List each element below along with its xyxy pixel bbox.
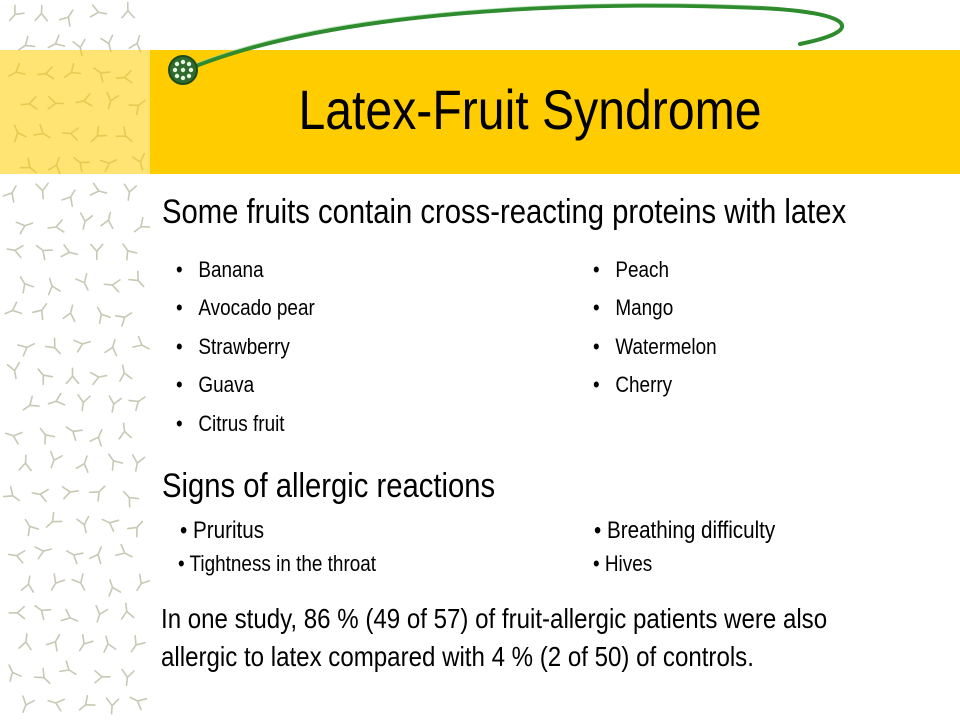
antibody-y-shape-icon [90,545,107,564]
antibody-y-shape-icon [106,698,119,714]
antibody-y-shape-icon [4,428,22,444]
section1-heading: Some fruits contain cross-reacting proteins with latex [162,193,847,231]
antibody-y-shape-icon [74,336,92,352]
antibody-y-shape-icon [128,517,147,536]
list-item-label: Cherry [615,372,673,397]
antibody-y-shape-icon [106,396,121,413]
antibody-y-shape-icon [104,451,122,470]
antibody-y-shape-icon [35,543,53,558]
antibody-y-shape-icon [20,516,38,535]
antibody-y-shape-icon [46,574,64,593]
antibody-y-shape-icon [3,183,21,202]
list-item-label: Strawberry [198,334,290,359]
antibody-y-shape-icon [19,455,32,471]
antibody-y-shape-icon [95,671,110,683]
antibody-y-shape-icon [129,392,148,410]
antibody-y-shape-icon [15,274,33,293]
antibody-y-shape-icon [46,452,63,470]
antibody-y-shape-icon [117,364,132,381]
antibody-y-shape-icon [36,425,55,444]
antibody-y-shape-icon [92,606,108,624]
antibody-y-shape-icon [119,488,138,507]
antibody-y-shape-icon [4,663,21,682]
list-item: • Guava [176,372,255,397]
antibody-y-shape-icon [47,393,65,409]
antibody-y-shape-icon [63,304,78,321]
antibody-y-shape-icon [32,601,51,620]
antibody-y-shape-icon [62,485,78,499]
antibody-y-shape-icon [43,513,62,532]
list-item-label: Mango [615,295,674,320]
list-item-label: Avocado pear [198,295,315,320]
antibody-y-shape-icon [128,692,147,710]
antibody-y-shape-icon [121,670,135,686]
antibody-y-shape-icon [67,368,79,383]
antibody-y-shape-icon [118,423,132,439]
antibody-y-shape-icon [46,695,64,711]
antibody-y-shape-icon [33,300,52,319]
list-item: • Citrus fruit [176,411,285,436]
section2-heading: Signs of allergic reactions [162,467,496,505]
sign-item: • Pruritus [180,517,265,544]
antibody-y-shape-icon [61,245,78,260]
antibody-y-shape-icon [72,574,90,593]
antibody-y-shape-icon [9,607,24,619]
slide-title: Latex-Fruit Syndrome [298,78,762,141]
antibody-y-shape-icon [126,636,144,655]
antibody-y-shape-icon [60,661,79,679]
list-item: • Avocado pear [176,295,315,320]
antibody-y-shape-icon [131,218,150,237]
antibody-y-shape-icon [100,514,119,531]
antibody-y-shape-icon [64,546,83,564]
list-item-label: Banana [198,257,264,282]
antibody-y-shape-icon [77,517,92,534]
list-item: • Cherry [593,372,673,397]
antibody-y-shape-icon [100,635,115,653]
antibody-y-shape-icon [104,278,120,292]
antibody-y-shape-icon [116,308,135,326]
antibody-y-shape-icon [76,395,90,411]
antibody-y-shape-icon [120,603,134,619]
antibody-y-shape-icon [3,302,21,319]
antibody-y-shape-icon [18,338,37,355]
antibody-y-shape-icon [122,184,136,201]
antibody-y-shape-icon [20,396,39,414]
antibody-y-shape-icon [92,304,110,323]
antibody-y-shape-icon [33,241,52,260]
list-item-label: Peach [615,257,670,282]
antibody-y-shape-icon [132,574,150,593]
antibody-y-shape-icon [91,370,108,385]
antibody-y-shape-icon [36,183,49,199]
antibody-y-shape-icon [21,575,35,592]
antibody-y-shape-icon [34,365,53,384]
list-item-label: Citrus fruit [198,411,285,436]
green-curve-line [186,6,842,70]
antibody-y-shape-icon [90,482,109,501]
antibody-y-shape-icon [63,422,82,440]
antibody-y-shape-icon [75,635,93,654]
antibody-y-shape-icon [133,337,150,355]
antibody-y-shape-icon [8,549,25,563]
antibody-y-shape-icon [105,338,121,356]
list-item: • Mango [593,295,674,320]
sign-item: • Tightness in the throat [178,551,377,576]
antibody-y-shape-icon [76,696,95,715]
list-item: • Watermelon [593,334,717,359]
antibody-y-shape-icon [47,220,64,234]
antibody-y-shape-icon [17,696,34,714]
antibody-y-shape-icon [76,274,93,293]
sign-item: • Breathing difficulty [594,517,776,544]
antibody-y-shape-icon [129,271,148,290]
antibody-y-shape-icon [46,338,65,357]
antibody-y-shape-icon [61,610,79,627]
antibody-y-shape-icon [4,487,23,506]
antibody-y-shape-icon [116,545,135,563]
list-item: • Peach [593,257,670,282]
antibody-y-shape-icon [7,363,21,380]
antibody-y-shape-icon [118,241,136,260]
list-item-label: Guava [198,372,255,397]
antibody-y-shape-icon [47,632,65,651]
antibody-y-shape-icon [90,183,108,198]
antibody-y-shape-icon [90,427,107,446]
antibody-y-shape-icon [19,633,33,649]
list-item: • Strawberry [176,334,290,359]
antibody-y-shape-icon [77,213,92,230]
study-paragraph-line: allergic to latex compared with 4 % (2 of 50) of controls. [161,641,754,672]
antibody-y-shape-icon [31,487,48,501]
study-paragraph-line: In one study, 86 % (49 of 57) of fruit-allergic patients were also [161,603,828,634]
sign-item: • Hives [593,551,653,576]
antibody-y-shape-icon [6,243,23,257]
antibody-y-shape-icon [35,669,54,688]
antibody-y-shape-icon [76,454,92,472]
list-item-label: Watermelon [615,334,717,359]
antibody-y-shape-icon [62,187,80,206]
antibody-y-shape-icon [91,244,103,259]
antibody-y-shape-icon [130,455,145,472]
antibody-y-shape-icon [44,277,60,295]
antibody-y-shape-icon [101,211,116,228]
list-item: • Banana [176,257,264,282]
antibody-y-shape-icon [104,578,120,596]
antibody-y-shape-icon [16,217,34,233]
